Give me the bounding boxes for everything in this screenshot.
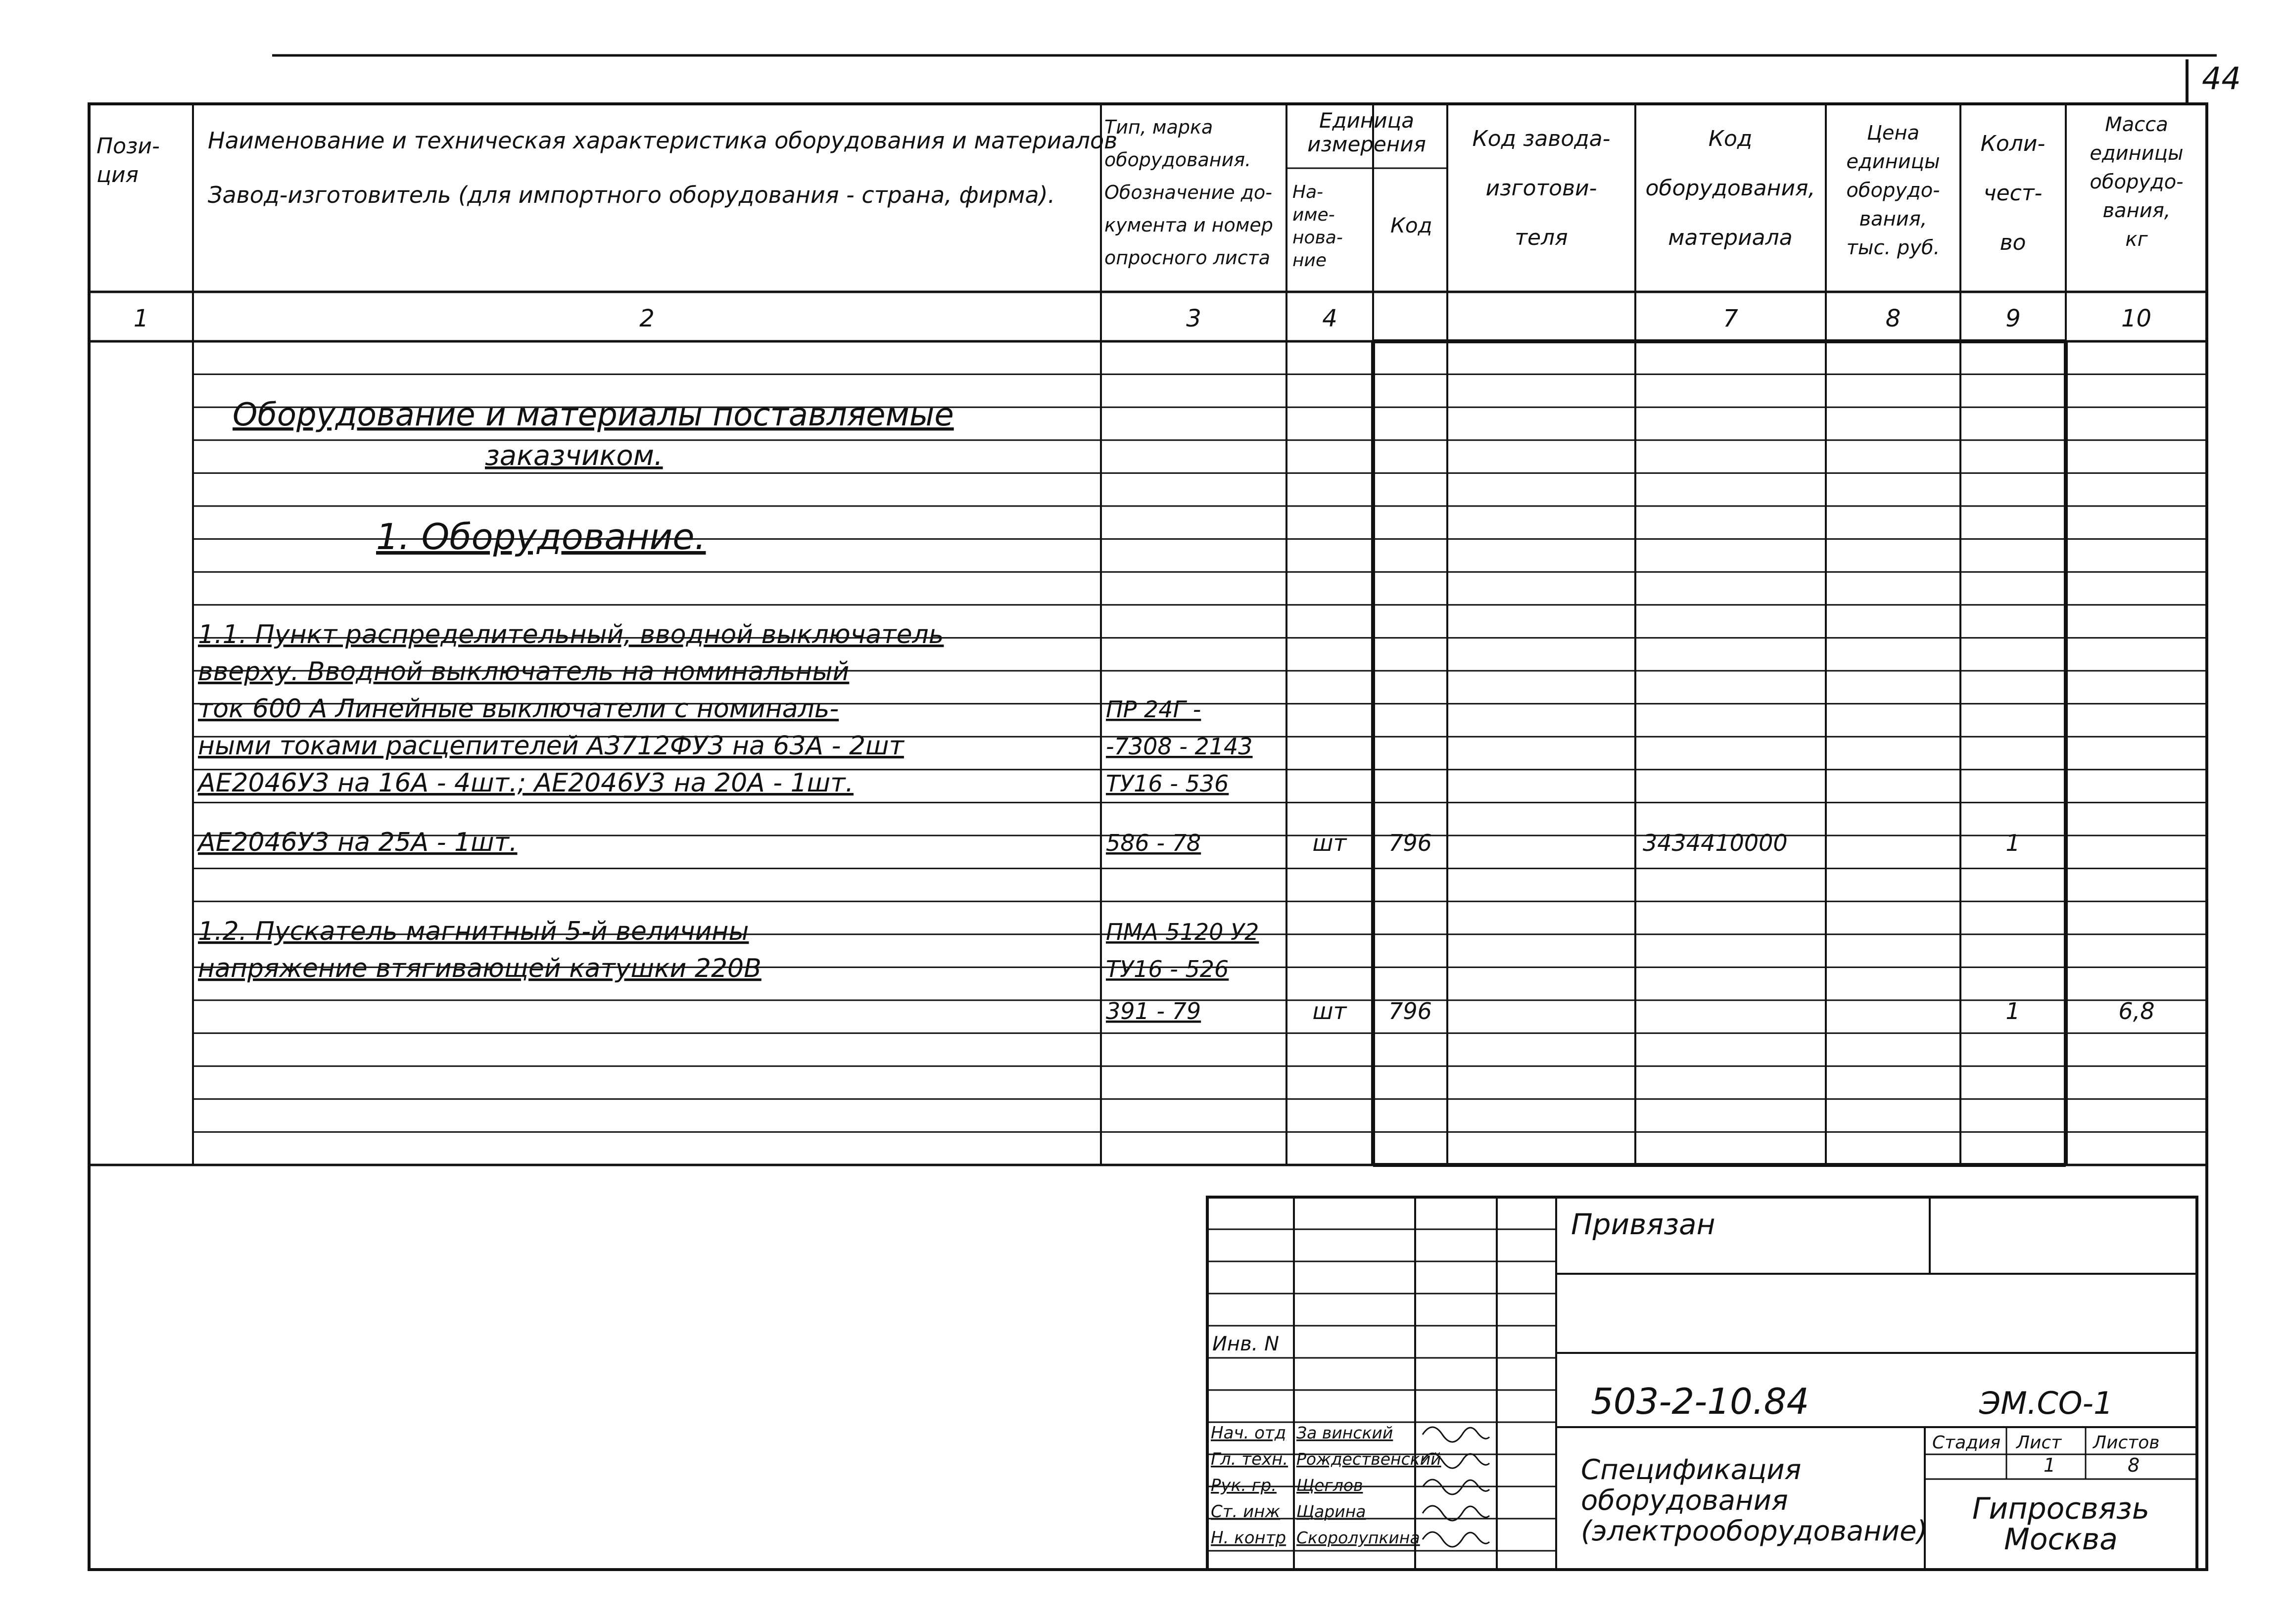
sheet-code: ЭМ.СО-1: [1979, 1385, 2113, 1421]
column-number: 7: [1723, 305, 1738, 332]
header-type-mark: опросного листа: [1104, 247, 1271, 269]
row-description: АЕ2046У3 на 16А - 4шт.; АЕ2046У3 на 20А - 1шт.: [198, 768, 854, 798]
signature-name: Щарина: [1296, 1502, 1366, 1521]
row-type-mark: ТУ16 - 526: [1106, 956, 1229, 982]
spec-table-body: [196, 397, 2155, 1024]
inventory-number-label: Инв. N: [1212, 1333, 1279, 1355]
signature-names: [1296, 1423, 1441, 1547]
row-description: ными токами расцепителей А3712ФУ3 на 63А - 2шт: [198, 731, 904, 761]
organization-line: Гипросвязь: [1972, 1491, 2150, 1526]
header-type-mark: Тип, марка: [1104, 116, 1213, 138]
row-description: заказчиком.: [485, 440, 663, 472]
row-type-mark: 586 - 78: [1106, 830, 1201, 856]
column-number: 1: [133, 305, 149, 332]
row-equipment-code: 3434410000: [1643, 830, 1788, 856]
sheets-value: 8: [2128, 1454, 2140, 1476]
signature-role: Рук. гр.: [1211, 1476, 1277, 1495]
signature-role: Н. контр: [1211, 1528, 1286, 1548]
header-equipment-code: материала: [1668, 225, 1793, 250]
header-quantity: во: [1999, 230, 2026, 255]
header-unit-name: ние: [1292, 250, 1327, 271]
header-unit-group: измерения: [1307, 132, 1426, 156]
row-description: Оборудование и материалы поставляемые: [233, 397, 954, 433]
header-position: ция: [96, 162, 139, 187]
header-price: единицы: [1846, 150, 1940, 173]
row-description: напряжение втягивающей катушки 220В: [198, 954, 762, 983]
signature-name: Щеглов: [1296, 1476, 1363, 1495]
row-type-mark: -7308 - 2143: [1106, 733, 1253, 760]
header-unit-group: Единица: [1319, 108, 1414, 133]
document-title-line: Спецификация: [1581, 1454, 1802, 1486]
header-type-mark: Обозначение до-: [1104, 182, 1272, 203]
header-mass: Масса: [2105, 113, 2168, 136]
signature-name: Рождественский: [1296, 1449, 1441, 1469]
title-block: [1207, 1197, 2197, 1570]
header-factory-code: изготови-: [1485, 176, 1597, 201]
row-description: 1.1. Пункт распределительный, вводной выключатель: [198, 620, 944, 650]
spec-table-header: [96, 108, 2184, 271]
header-equipment-code: Код: [1708, 126, 1753, 151]
header-factory-code: теля: [1515, 225, 1568, 250]
row-type-mark: ПМА 5120 У2: [1106, 919, 1259, 945]
header-equipment-code: оборудования,: [1645, 176, 1815, 201]
organization-line: Москва: [2004, 1522, 2118, 1557]
header-unit-name: нова-: [1292, 228, 1343, 248]
header-position: Пози-: [96, 134, 160, 159]
row-description: 1.2. Пускатель магнитный 5-й величины: [198, 917, 749, 946]
header-quantity: Коли-: [1980, 131, 2046, 156]
signature-scribble: [1423, 1427, 1489, 1442]
column-number: 3: [1186, 305, 1201, 332]
row-description: 1. Оборудование.: [376, 516, 706, 557]
header-mass: оборудо-: [2090, 171, 2184, 193]
row-quantity: 1: [2005, 830, 2020, 856]
header-mass: единицы: [2090, 142, 2184, 165]
document-title-line: (электрооборудование): [1581, 1515, 1928, 1547]
row-type-mark: ТУ16 - 536: [1106, 770, 1229, 797]
signature-role: Гл. техн.: [1211, 1449, 1288, 1469]
header-type-mark: кумента и номер: [1104, 214, 1273, 236]
header-unit-name: име-: [1292, 205, 1335, 225]
row-quantity: 1: [2005, 998, 2020, 1024]
row-unit-code: 796: [1388, 830, 1432, 856]
row-unit: шт: [1312, 998, 1347, 1024]
sheet-value: 1: [2044, 1454, 2056, 1476]
column-number: 10: [2121, 305, 2152, 332]
document-title: [1581, 1454, 1927, 1547]
row-description: АЕ2046У3 на 25А - 1шт.: [198, 828, 518, 857]
column-number: 2: [639, 305, 655, 332]
sheet-number: 44: [2202, 60, 2241, 96]
row-type-mark: ПР 24Г -: [1106, 696, 1201, 723]
header-unit-code: Код: [1390, 213, 1432, 237]
header-mass: вания,: [2102, 199, 2171, 222]
signature-name: За винский: [1296, 1423, 1393, 1442]
signature-role: Нач. отд: [1211, 1423, 1286, 1443]
privyazan-label: Привязан: [1571, 1207, 1715, 1241]
signature-name: Скоролупкина: [1296, 1528, 1420, 1547]
header-unit-name: На-: [1292, 182, 1324, 202]
signature-roles: [1211, 1423, 1288, 1548]
stage-label: Стадия: [1932, 1433, 2001, 1453]
row-description: вверху. Вводной выключатель на номинальный: [198, 657, 850, 687]
header-mass: кг: [2125, 228, 2148, 251]
header-price: Цена: [1866, 122, 1920, 144]
header-price: тыс. руб.: [1846, 236, 1940, 259]
header-factory-code: Код завода-: [1472, 126, 1611, 151]
column-numbers-row: [134, 305, 2151, 332]
header-quantity: чест-: [1983, 181, 2043, 206]
header-type-mark: оборудования.: [1104, 149, 1251, 171]
header-price: вания,: [1859, 208, 1927, 231]
header-price: оборудо-: [1846, 179, 1940, 202]
column-number: 4: [1322, 305, 1337, 332]
sheets-label: Листов: [2093, 1433, 2160, 1453]
header-name: Завод-изготовитель (для импортного оборудования - страна, фирма).: [208, 182, 1055, 208]
row-type-mark: 391 - 79: [1106, 998, 1201, 1024]
row-unit: шт: [1312, 830, 1347, 856]
document-title-line: оборудования: [1581, 1485, 1788, 1517]
column-number: 9: [2005, 305, 2021, 332]
signature-scribble: [1423, 1532, 1489, 1547]
row-unit-code: 796: [1388, 998, 1432, 1024]
row-mass: 6,8: [2118, 998, 2155, 1024]
column-number: 8: [1885, 305, 1901, 332]
document-designation: 503-2-10.84: [1591, 1381, 1809, 1422]
row-description: ток 600 А Линейные выключатели с номиналь-: [198, 694, 839, 724]
header-name: Наименование и техническая характеристика оборудования и материалов: [208, 127, 1118, 154]
signature-role: Ст. инж: [1211, 1502, 1281, 1522]
sheet-label: Лист: [2016, 1433, 2062, 1453]
organization: [1972, 1491, 2149, 1557]
